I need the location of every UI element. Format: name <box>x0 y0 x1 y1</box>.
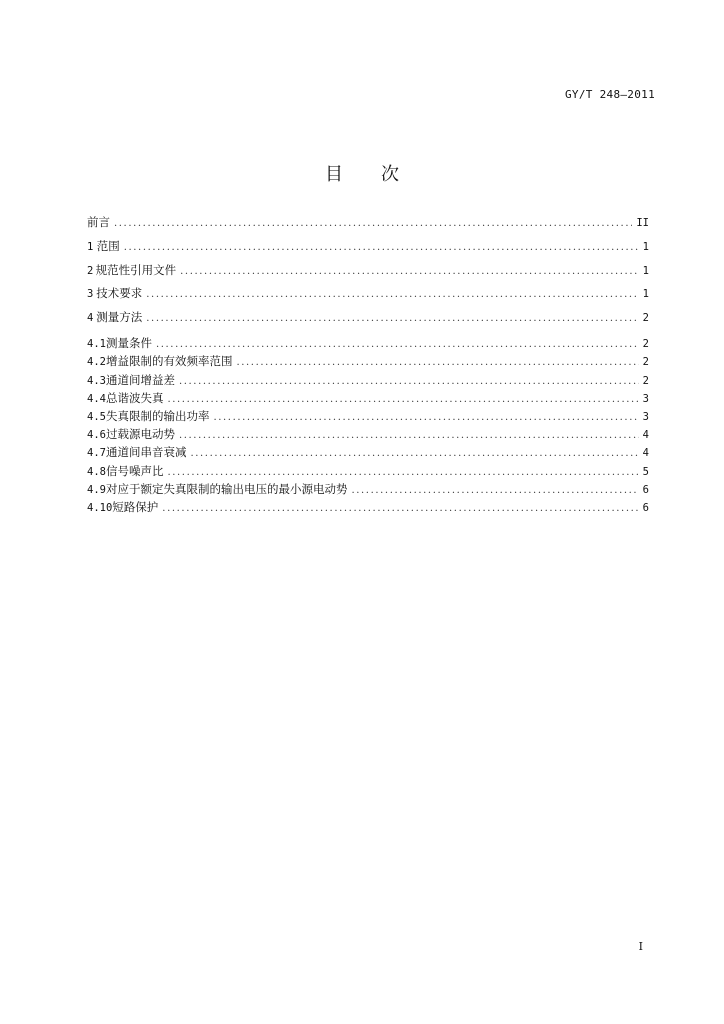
toc-leader-dots <box>146 289 638 300</box>
toc-entry-number: 4.4 <box>87 392 106 405</box>
toc-entry-page: 1 <box>642 264 649 277</box>
toc-leader-dots <box>180 266 639 277</box>
toc-entry-4-3[interactable] <box>87 372 649 390</box>
toc-leader-dots <box>213 412 638 423</box>
toc-entry-4-5[interactable] <box>87 408 649 426</box>
toc-entry-4-8[interactable] <box>87 463 649 481</box>
toc-entry-label: 失真限制的输出功率 <box>105 408 210 423</box>
toc-leader-dots <box>190 448 638 459</box>
toc-leader-dots <box>162 503 638 514</box>
toc-entry-page: 4 <box>642 447 649 460</box>
toc-entry-4-7[interactable] <box>87 444 649 462</box>
toc-entry-number: 4.9 <box>87 483 106 496</box>
toc-entry-number: 4.5 <box>87 410 106 423</box>
toc-leader-dots <box>236 357 638 368</box>
page-title-char-2: 次 <box>381 164 399 185</box>
toc-entry-number: 4.2 <box>87 356 106 369</box>
toc-entry-page: 3 <box>642 392 649 405</box>
toc-leader-dots <box>351 485 638 496</box>
toc-entry-number: 4 <box>87 312 94 325</box>
toc-leader-dots <box>167 467 638 478</box>
toc-entry-foreword[interactable] <box>87 214 649 238</box>
page-number: I <box>638 940 643 953</box>
toc-entry-label: 过载源电动势 <box>105 427 175 442</box>
toc-entry-label: 前言 <box>87 215 110 229</box>
toc-entry-label: 规范性引用文件 <box>95 262 177 277</box>
toc-entry-4-4[interactable] <box>87 390 649 408</box>
toc-entry-label: 通道间增益差 <box>105 372 175 387</box>
toc-entry-page: 1 <box>642 288 649 301</box>
toc-entry-label: 测量方法 <box>96 310 143 325</box>
toc-entry-page: 6 <box>642 501 649 514</box>
toc-entry-number: 4.8 <box>87 465 106 478</box>
page-title-char-1: 目 <box>325 164 343 185</box>
toc-entry-number: 4.10 <box>87 501 113 514</box>
toc-entry-number: 4.3 <box>87 374 106 387</box>
toc-entry-4-2[interactable] <box>87 353 649 371</box>
toc-entry-page: 2 <box>642 374 649 387</box>
toc-leader-dots <box>124 242 639 253</box>
toc-entry-page: 2 <box>642 338 649 351</box>
toc-entry-page: 3 <box>642 410 649 423</box>
toc-leader-dots <box>179 376 639 387</box>
toc-entry-page: 2 <box>642 312 649 325</box>
table-of-contents <box>87 214 649 517</box>
toc-entry-label: 技术要求 <box>96 286 143 301</box>
toc-entry-number: 4.1 <box>87 338 106 351</box>
toc-entry-2[interactable] <box>87 262 649 286</box>
toc-leader-dots <box>114 218 632 229</box>
toc-entry-page: 5 <box>642 465 649 478</box>
toc-entry-4-9[interactable] <box>87 481 649 499</box>
toc-entry-number: 3 <box>87 288 94 301</box>
toc-entry-page: II <box>636 217 649 229</box>
toc-entry-page: 4 <box>642 429 649 442</box>
toc-entry-label: 增益限制的有效频率范围 <box>105 354 233 369</box>
toc-entry-label: 短路保护 <box>112 499 159 514</box>
toc-leader-dots <box>179 430 639 441</box>
toc-entry-number: 1 <box>87 240 94 253</box>
toc-entry-label: 通道间串音衰减 <box>105 445 187 460</box>
toc-entry-label: 总谐波失真 <box>105 390 164 405</box>
standard-code: GY/T 248—2011 <box>565 88 655 101</box>
toc-entry-page: 2 <box>642 356 649 369</box>
toc-entry-4[interactable] <box>87 309 649 335</box>
toc-entry-4-6[interactable] <box>87 426 649 444</box>
toc-entry-1[interactable] <box>87 238 649 262</box>
page-title <box>0 160 724 186</box>
toc-leader-dots <box>146 313 638 324</box>
toc-entry-label: 测量条件 <box>105 336 152 351</box>
toc-entry-number: 2 <box>87 264 94 277</box>
toc-entry-page: 6 <box>642 483 649 496</box>
toc-entry-label: 对应于额定失真限制的输出电压的最小源电动势 <box>105 481 348 496</box>
toc-entry-3[interactable] <box>87 285 649 309</box>
toc-leader-dots <box>156 339 639 350</box>
toc-leader-dots <box>167 394 638 405</box>
toc-entry-4-10[interactable] <box>87 499 649 517</box>
toc-entry-label: 范围 <box>96 238 120 253</box>
toc-entry-page: 1 <box>642 240 649 253</box>
toc-entry-number: 4.6 <box>87 429 106 442</box>
toc-entry-label: 信号噪声比 <box>105 463 164 478</box>
toc-entry-number: 4.7 <box>87 447 106 460</box>
toc-entry-4-1[interactable] <box>87 335 649 353</box>
